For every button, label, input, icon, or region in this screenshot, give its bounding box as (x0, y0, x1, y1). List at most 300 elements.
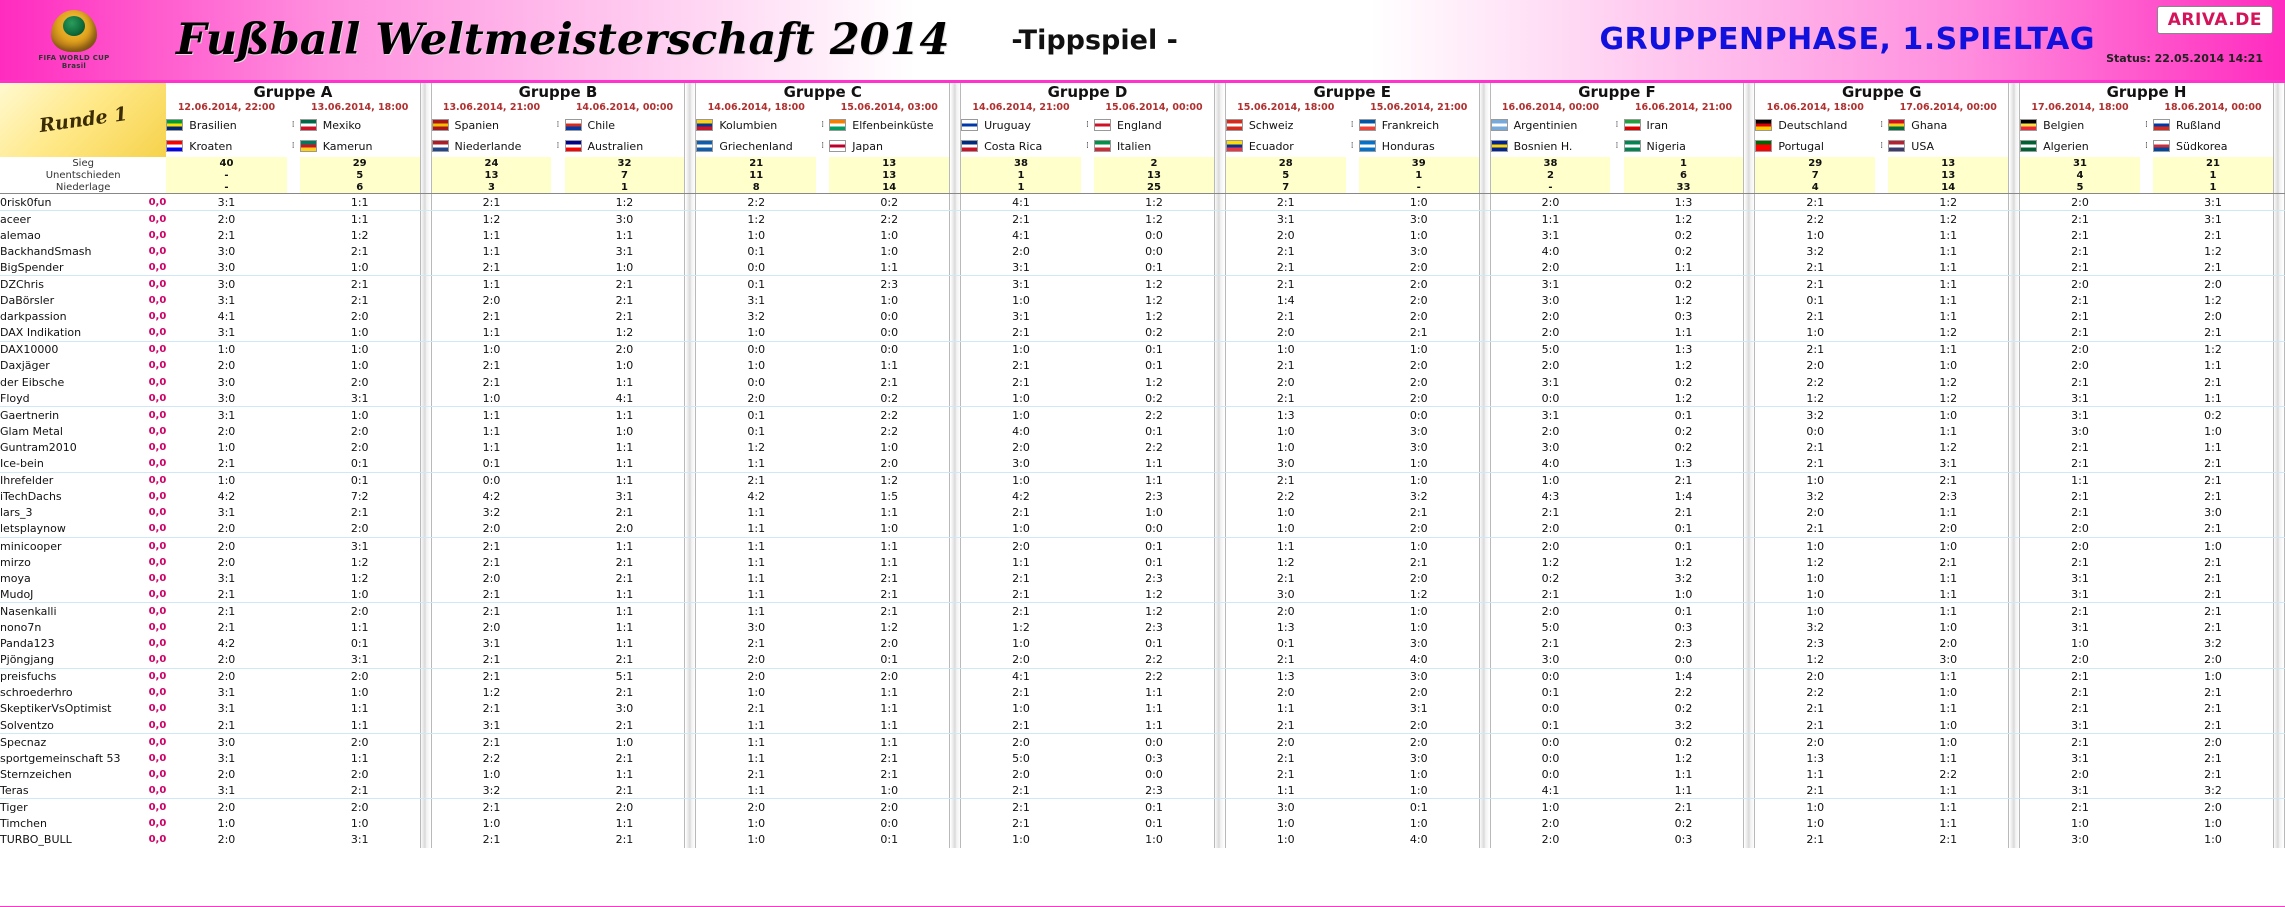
score-spacer (551, 554, 564, 570)
group-separator (1479, 766, 1490, 782)
tip-score: 0:2 (1674, 375, 1693, 389)
tip-score: 2:1 (482, 359, 501, 373)
tip-score: 1:1 (1541, 212, 1560, 226)
tip-score: 1:1 (1276, 539, 1295, 553)
table-row[interactable] (0, 374, 2285, 390)
tip-score: 0:1 (1674, 408, 1693, 422)
tip-score: 2:2 (1806, 375, 1825, 389)
team-name[interactable] (431, 114, 551, 135)
player-name[interactable]: Nasenkalli (0, 603, 129, 620)
score-spacer (816, 782, 829, 799)
stat-value: 32 (565, 157, 685, 169)
tip-score: 3:0 (1541, 440, 1560, 454)
player-name[interactable]: Solventzo (0, 717, 129, 734)
score-spacer (2140, 243, 2153, 259)
tip-score: 3:0 (2071, 424, 2089, 438)
group-separator (420, 157, 431, 169)
tip-score: 1:1 (615, 375, 634, 389)
tip-score: 1:0 (350, 408, 369, 422)
tip-score: 1:0 (1012, 522, 1030, 536)
tip-score: 2:0 (1276, 604, 1295, 618)
player-name[interactable]: BackhandSmash (0, 243, 129, 259)
player-name[interactable]: Panda123 (0, 636, 129, 652)
match-date: 16.06.2014, 00:00 (1490, 101, 1610, 114)
group-separator (950, 832, 961, 848)
score-spacer (1610, 489, 1623, 505)
team-name[interactable] (565, 114, 685, 135)
tip-score: 2:1 (1806, 522, 1825, 536)
player-name[interactable]: TURBO_BULL (0, 832, 129, 848)
table-row[interactable] (0, 570, 2285, 586)
table-row[interactable] (0, 652, 2285, 669)
team-name[interactable] (166, 136, 286, 157)
player-name[interactable]: Gaertnerin (0, 407, 129, 424)
score-spacer (551, 685, 564, 701)
tip-score: 1:2 (1541, 555, 1560, 569)
player-name[interactable]: DZChris (0, 276, 129, 293)
tip-score: 2:1 (1939, 833, 1958, 847)
group-separator (950, 537, 961, 554)
group-separator (950, 181, 961, 194)
player-name[interactable]: BigSpender (0, 259, 129, 276)
table-row[interactable] (0, 390, 2285, 407)
table-row[interactable] (0, 636, 2285, 652)
group-separator (420, 701, 431, 717)
tip-score: 2:0 (1276, 375, 1295, 389)
team-name[interactable] (696, 114, 816, 135)
player-name[interactable]: der Eibsche (0, 374, 129, 390)
tip-score: 0:2 (1674, 702, 1693, 716)
group-separator (1479, 750, 1490, 766)
team-name[interactable] (1755, 114, 1875, 135)
score-spacer (1610, 439, 1623, 455)
tip-score: 2:1 (615, 783, 634, 797)
tip-score: 1:1 (880, 539, 899, 553)
tip-score: 2:1 (482, 555, 501, 569)
table-row[interactable] (0, 505, 2285, 521)
tip-score: 2:1 (2204, 457, 2222, 471)
score-spacer (551, 325, 564, 342)
team-name[interactable] (961, 136, 1081, 157)
team-name[interactable] (300, 136, 420, 157)
player-name[interactable]: SkeptikerVsOptimist (0, 701, 129, 717)
stat-value: 25 (1094, 181, 1214, 194)
flag-icon (565, 119, 582, 131)
player-name[interactable]: DaBörsler (0, 293, 129, 309)
flag-icon (961, 140, 978, 152)
group-separator (950, 734, 961, 751)
score-spacer (2140, 309, 2153, 325)
player-name[interactable]: schroederhro (0, 685, 129, 701)
table-row[interactable] (0, 782, 2285, 799)
tip-score: 0:3 (1674, 310, 1693, 324)
player-name[interactable]: Sternzeichen (0, 766, 129, 782)
player-name[interactable]: Daxjäger (0, 358, 129, 374)
flag-icon (1755, 140, 1772, 152)
flag-icon (1094, 119, 1111, 131)
column-dots: ⁞ (1610, 136, 1623, 157)
player-name[interactable]: DAX Indikation (0, 325, 129, 342)
table-row[interactable] (0, 194, 2285, 211)
score-spacer (1610, 603, 1623, 620)
match-date: 15.06.2014, 03:00 (829, 101, 949, 114)
team-name[interactable] (166, 114, 286, 135)
group-title-h: Gruppe H (2020, 83, 2274, 101)
tip-score: 1:1 (747, 571, 766, 585)
team-name[interactable] (1490, 114, 1610, 135)
tip-score: 1:1 (747, 783, 766, 797)
tip-score: 2:3 (880, 278, 899, 292)
tip-score: 1:2 (1674, 359, 1693, 373)
group-separator (950, 505, 961, 521)
tip-score: 1:0 (1939, 735, 1958, 749)
tip-score: 1:1 (747, 604, 766, 618)
score-spacer (1875, 636, 1888, 652)
table-row[interactable] (0, 537, 2285, 554)
tip-score: 0:2 (880, 195, 899, 209)
group-separator (685, 276, 696, 293)
table-row[interactable] (0, 293, 2285, 309)
group-separator (950, 83, 961, 157)
table-row[interactable] (0, 701, 2285, 717)
team-name[interactable] (1755, 136, 1875, 157)
tip-score: 2:0 (217, 801, 236, 815)
stat-value: 14 (1888, 181, 2008, 194)
table-row[interactable] (0, 309, 2285, 325)
tip-score: 1:0 (747, 228, 766, 242)
group-separator (1744, 521, 1755, 538)
team-name[interactable] (300, 114, 420, 135)
score-spacer (1346, 570, 1359, 586)
group-separator (1479, 701, 1490, 717)
player-name[interactable]: DAX10000 (0, 341, 129, 358)
score-spacer (2140, 456, 2153, 473)
table-row[interactable] (0, 227, 2285, 243)
tip-score: 2:0 (1541, 833, 1560, 847)
score-spacer (1875, 407, 1888, 424)
ariva-logo[interactable] (2157, 6, 2273, 34)
score-spacer (2140, 766, 2153, 782)
score-spacer (1875, 325, 1888, 342)
tip-score: 1:0 (482, 767, 501, 781)
player-name[interactable]: Pjöngjang (0, 652, 129, 669)
column-dots: ⁞ (551, 114, 564, 135)
player-name[interactable]: Floyd (0, 390, 129, 407)
score-spacer (1610, 293, 1623, 309)
group-separator (950, 766, 961, 782)
match-date: 14.06.2014, 18:00 (696, 101, 816, 114)
team-label: Frankreich (1381, 118, 1440, 132)
team-name[interactable] (2153, 114, 2273, 135)
stat-spacer (2140, 157, 2153, 169)
player-name[interactable]: minicooper (0, 537, 129, 554)
group-separator (2273, 169, 2284, 181)
tip-score: 2:1 (2204, 751, 2222, 765)
table-row[interactable] (0, 423, 2285, 439)
table-row[interactable] (0, 685, 2285, 701)
tip-score: 2:0 (1409, 278, 1428, 292)
tip-score: 2:1 (350, 294, 369, 308)
team-name[interactable] (829, 136, 949, 157)
tip-score: 1:0 (217, 343, 236, 357)
player-name[interactable]: Guntram2010 (0, 439, 129, 455)
score-spacer (287, 832, 300, 848)
group-separator (1744, 537, 1755, 554)
table-row[interactable] (0, 603, 2285, 620)
group-separator (950, 799, 961, 816)
tip-score: 2:2 (482, 751, 501, 765)
team-name[interactable] (565, 136, 685, 157)
table-row[interactable] (0, 554, 2285, 570)
player-points: 0,0 (129, 766, 166, 782)
score-spacer (1081, 358, 1094, 374)
player-name[interactable]: Specnaz (0, 734, 129, 751)
table-row[interactable] (0, 799, 2285, 816)
group-separator (2009, 325, 2020, 342)
tip-score: 1:0 (2204, 670, 2222, 684)
player-name[interactable]: preisfuchs (0, 668, 129, 685)
team-label: Portugal (1778, 139, 1824, 153)
player-name[interactable]: Ice-bein (0, 456, 129, 473)
team-label: Iran (1646, 118, 1669, 132)
table-row[interactable] (0, 211, 2285, 228)
player-points: 0,0 (129, 816, 166, 832)
score-spacer (1081, 816, 1094, 832)
team-label: Elfenbeinküste (852, 118, 934, 132)
tip-score: 1:1 (747, 539, 766, 553)
tip-score: 0:3 (1674, 620, 1693, 634)
tip-score: 1:4 (1674, 670, 1693, 684)
score-spacer (1346, 194, 1359, 211)
team-name[interactable] (1359, 136, 1479, 157)
group-separator (685, 341, 696, 358)
table-row[interactable] (0, 816, 2285, 832)
stat-spacer (1610, 181, 1623, 194)
player-points: 0,0 (129, 243, 166, 259)
tip-score: 2:1 (2071, 670, 2089, 684)
table-row[interactable] (0, 766, 2285, 782)
score-spacer (1081, 259, 1094, 276)
team-name[interactable] (2020, 136, 2140, 157)
player-points: 0,0 (129, 309, 166, 325)
table-row[interactable] (0, 358, 2285, 374)
group-separator (950, 194, 961, 211)
stat-value: 21 (2153, 157, 2273, 169)
team-name[interactable] (2020, 114, 2140, 135)
score-spacer (1081, 636, 1094, 652)
team-name[interactable] (829, 114, 949, 135)
table-row[interactable] (0, 668, 2285, 685)
tip-score: 2:1 (482, 735, 501, 749)
score-spacer (1610, 636, 1623, 652)
tip-score: 4:0 (1409, 653, 1428, 667)
tip-score: 0:0 (880, 310, 899, 324)
group-separator (2009, 227, 2020, 243)
flag-icon (166, 140, 183, 152)
tip-score: 2:1 (2071, 440, 2089, 454)
flag-icon (1624, 140, 1641, 152)
team-name[interactable] (1624, 136, 1744, 157)
tip-score: 1:1 (1145, 702, 1163, 716)
group-separator (420, 341, 431, 358)
tip-score: 2:1 (350, 244, 369, 258)
tip-score: 1:0 (1409, 343, 1428, 357)
tip-score: 3:1 (1939, 457, 1958, 471)
score-spacer (287, 799, 300, 816)
team-label: USA (1911, 139, 1935, 153)
team-name[interactable] (696, 136, 816, 157)
group-separator (1214, 636, 1225, 652)
team-name[interactable] (1094, 114, 1214, 135)
tip-score: 0:2 (1674, 424, 1693, 438)
player-name[interactable]: lars_3 (0, 505, 129, 521)
group-separator (2009, 259, 2020, 276)
flag-icon (565, 140, 582, 152)
table-row[interactable] (0, 489, 2285, 505)
tip-score: 2:1 (482, 604, 501, 618)
stat-value: 33 (1624, 181, 1744, 194)
team-label: Nigeria (1646, 139, 1686, 153)
team-name[interactable] (431, 136, 551, 157)
score-spacer (816, 586, 829, 603)
table-row[interactable] (0, 439, 2285, 455)
table-row[interactable] (0, 259, 2285, 276)
group-separator (1214, 832, 1225, 848)
tip-score: 3:0 (2204, 506, 2222, 520)
table-row[interactable] (0, 521, 2285, 538)
player-name[interactable]: Ihrefelder (0, 472, 129, 489)
team-name[interactable] (1225, 136, 1345, 157)
team-name[interactable] (1888, 136, 2008, 157)
player-name[interactable]: mirzo (0, 554, 129, 570)
group-separator (950, 603, 961, 620)
score-spacer (2140, 325, 2153, 342)
table-row[interactable] (0, 586, 2285, 603)
tip-score: 2:0 (2071, 278, 2089, 292)
score-spacer (551, 293, 564, 309)
tip-score: 0:1 (747, 278, 766, 292)
player-name[interactable]: Tiger (0, 799, 129, 816)
table-row[interactable] (0, 341, 2285, 358)
score-spacer (816, 734, 829, 751)
tip-score: 1:1 (350, 212, 369, 226)
group-separator (1744, 717, 1755, 734)
table-row[interactable] (0, 243, 2285, 259)
group-separator (420, 832, 431, 848)
player-name[interactable]: MudoJ (0, 586, 129, 603)
group-separator (1479, 358, 1490, 374)
group-separator (1214, 83, 1225, 157)
group-separator (2273, 750, 2284, 766)
tip-score: 3:1 (1012, 278, 1030, 292)
table-row[interactable] (0, 472, 2285, 489)
table-row[interactable] (0, 325, 2285, 342)
tip-score: 1:1 (1939, 587, 1958, 601)
stat-value: 29 (1755, 157, 1875, 169)
tip-score: 1:1 (747, 457, 766, 471)
player-name[interactable]: iTechDachs (0, 489, 129, 505)
group-separator (1744, 181, 1755, 194)
team-name[interactable] (2153, 136, 2273, 157)
player-name[interactable]: 0risk0fun (0, 194, 129, 211)
table-row[interactable] (0, 619, 2285, 635)
group-separator (1744, 832, 1755, 848)
score-spacer (2140, 636, 2153, 652)
player-name[interactable]: alemao (0, 227, 129, 243)
player-name[interactable]: Teras (0, 782, 129, 799)
table-row[interactable] (0, 407, 2285, 424)
score-spacer (1346, 652, 1359, 669)
tip-score: 1:1 (880, 735, 899, 749)
table-row[interactable] (0, 456, 2285, 473)
player-name[interactable]: letsplaynow (0, 521, 129, 538)
tip-score: 2:2 (1145, 670, 1163, 684)
player-name[interactable]: sportgemeinschaft 53 (0, 750, 129, 766)
team-name[interactable] (1225, 114, 1345, 135)
player-name[interactable]: Glam Metal (0, 423, 129, 439)
flag-icon (432, 140, 449, 152)
table-row[interactable] (0, 717, 2285, 734)
player-name[interactable]: moya (0, 570, 129, 586)
table-row[interactable] (0, 276, 2285, 293)
team-name[interactable] (961, 114, 1081, 135)
score-spacer (287, 603, 300, 620)
team-name[interactable] (1888, 114, 2008, 135)
tip-score: 2:1 (1012, 686, 1030, 700)
player-name[interactable]: Timchen (0, 816, 129, 832)
stat-value: 13 (431, 169, 551, 181)
tip-score: 0:1 (1674, 604, 1693, 618)
tip-score: 2:1 (1674, 474, 1693, 488)
tip-score: 3:2 (1674, 718, 1693, 732)
group-separator (1479, 489, 1490, 505)
tip-score: 2:1 (1012, 359, 1030, 373)
player-name[interactable]: nono7n (0, 619, 129, 635)
table-row[interactable] (0, 734, 2285, 751)
team-name[interactable] (1624, 114, 1744, 135)
table-row[interactable] (0, 750, 2285, 766)
player-name[interactable]: aceer (0, 211, 129, 228)
stat-spacer (1346, 157, 1359, 169)
tip-score: 1:3 (1806, 751, 1825, 765)
tip-score: 1:2 (2204, 343, 2222, 357)
score-spacer (816, 636, 829, 652)
score-spacer (551, 652, 564, 669)
score-spacer (2140, 439, 2153, 455)
team-name[interactable] (1490, 136, 1610, 157)
team-name[interactable] (1094, 136, 1214, 157)
player-name[interactable]: darkpassion (0, 309, 129, 325)
tip-score: 2:1 (880, 571, 899, 585)
group-separator (1744, 259, 1755, 276)
stat-label: Niederlage (0, 181, 166, 194)
table-row[interactable] (0, 832, 2285, 848)
score-spacer (551, 227, 564, 243)
tip-score: 0:1 (1145, 817, 1163, 831)
tip-score: 2:0 (747, 670, 766, 684)
group-separator (950, 668, 961, 685)
tip-score: 2:0 (482, 294, 501, 308)
group-separator (1214, 685, 1225, 701)
score-spacer (816, 750, 829, 766)
tip-score: 1:2 (1145, 278, 1163, 292)
score-spacer (1610, 586, 1623, 603)
team-name[interactable] (1359, 114, 1479, 135)
score-spacer (1610, 717, 1623, 734)
logo-label: FIFA WORLD CUP Brasil (38, 53, 110, 70)
tip-score: 0:0 (482, 474, 501, 488)
group-separator (2273, 701, 2284, 717)
